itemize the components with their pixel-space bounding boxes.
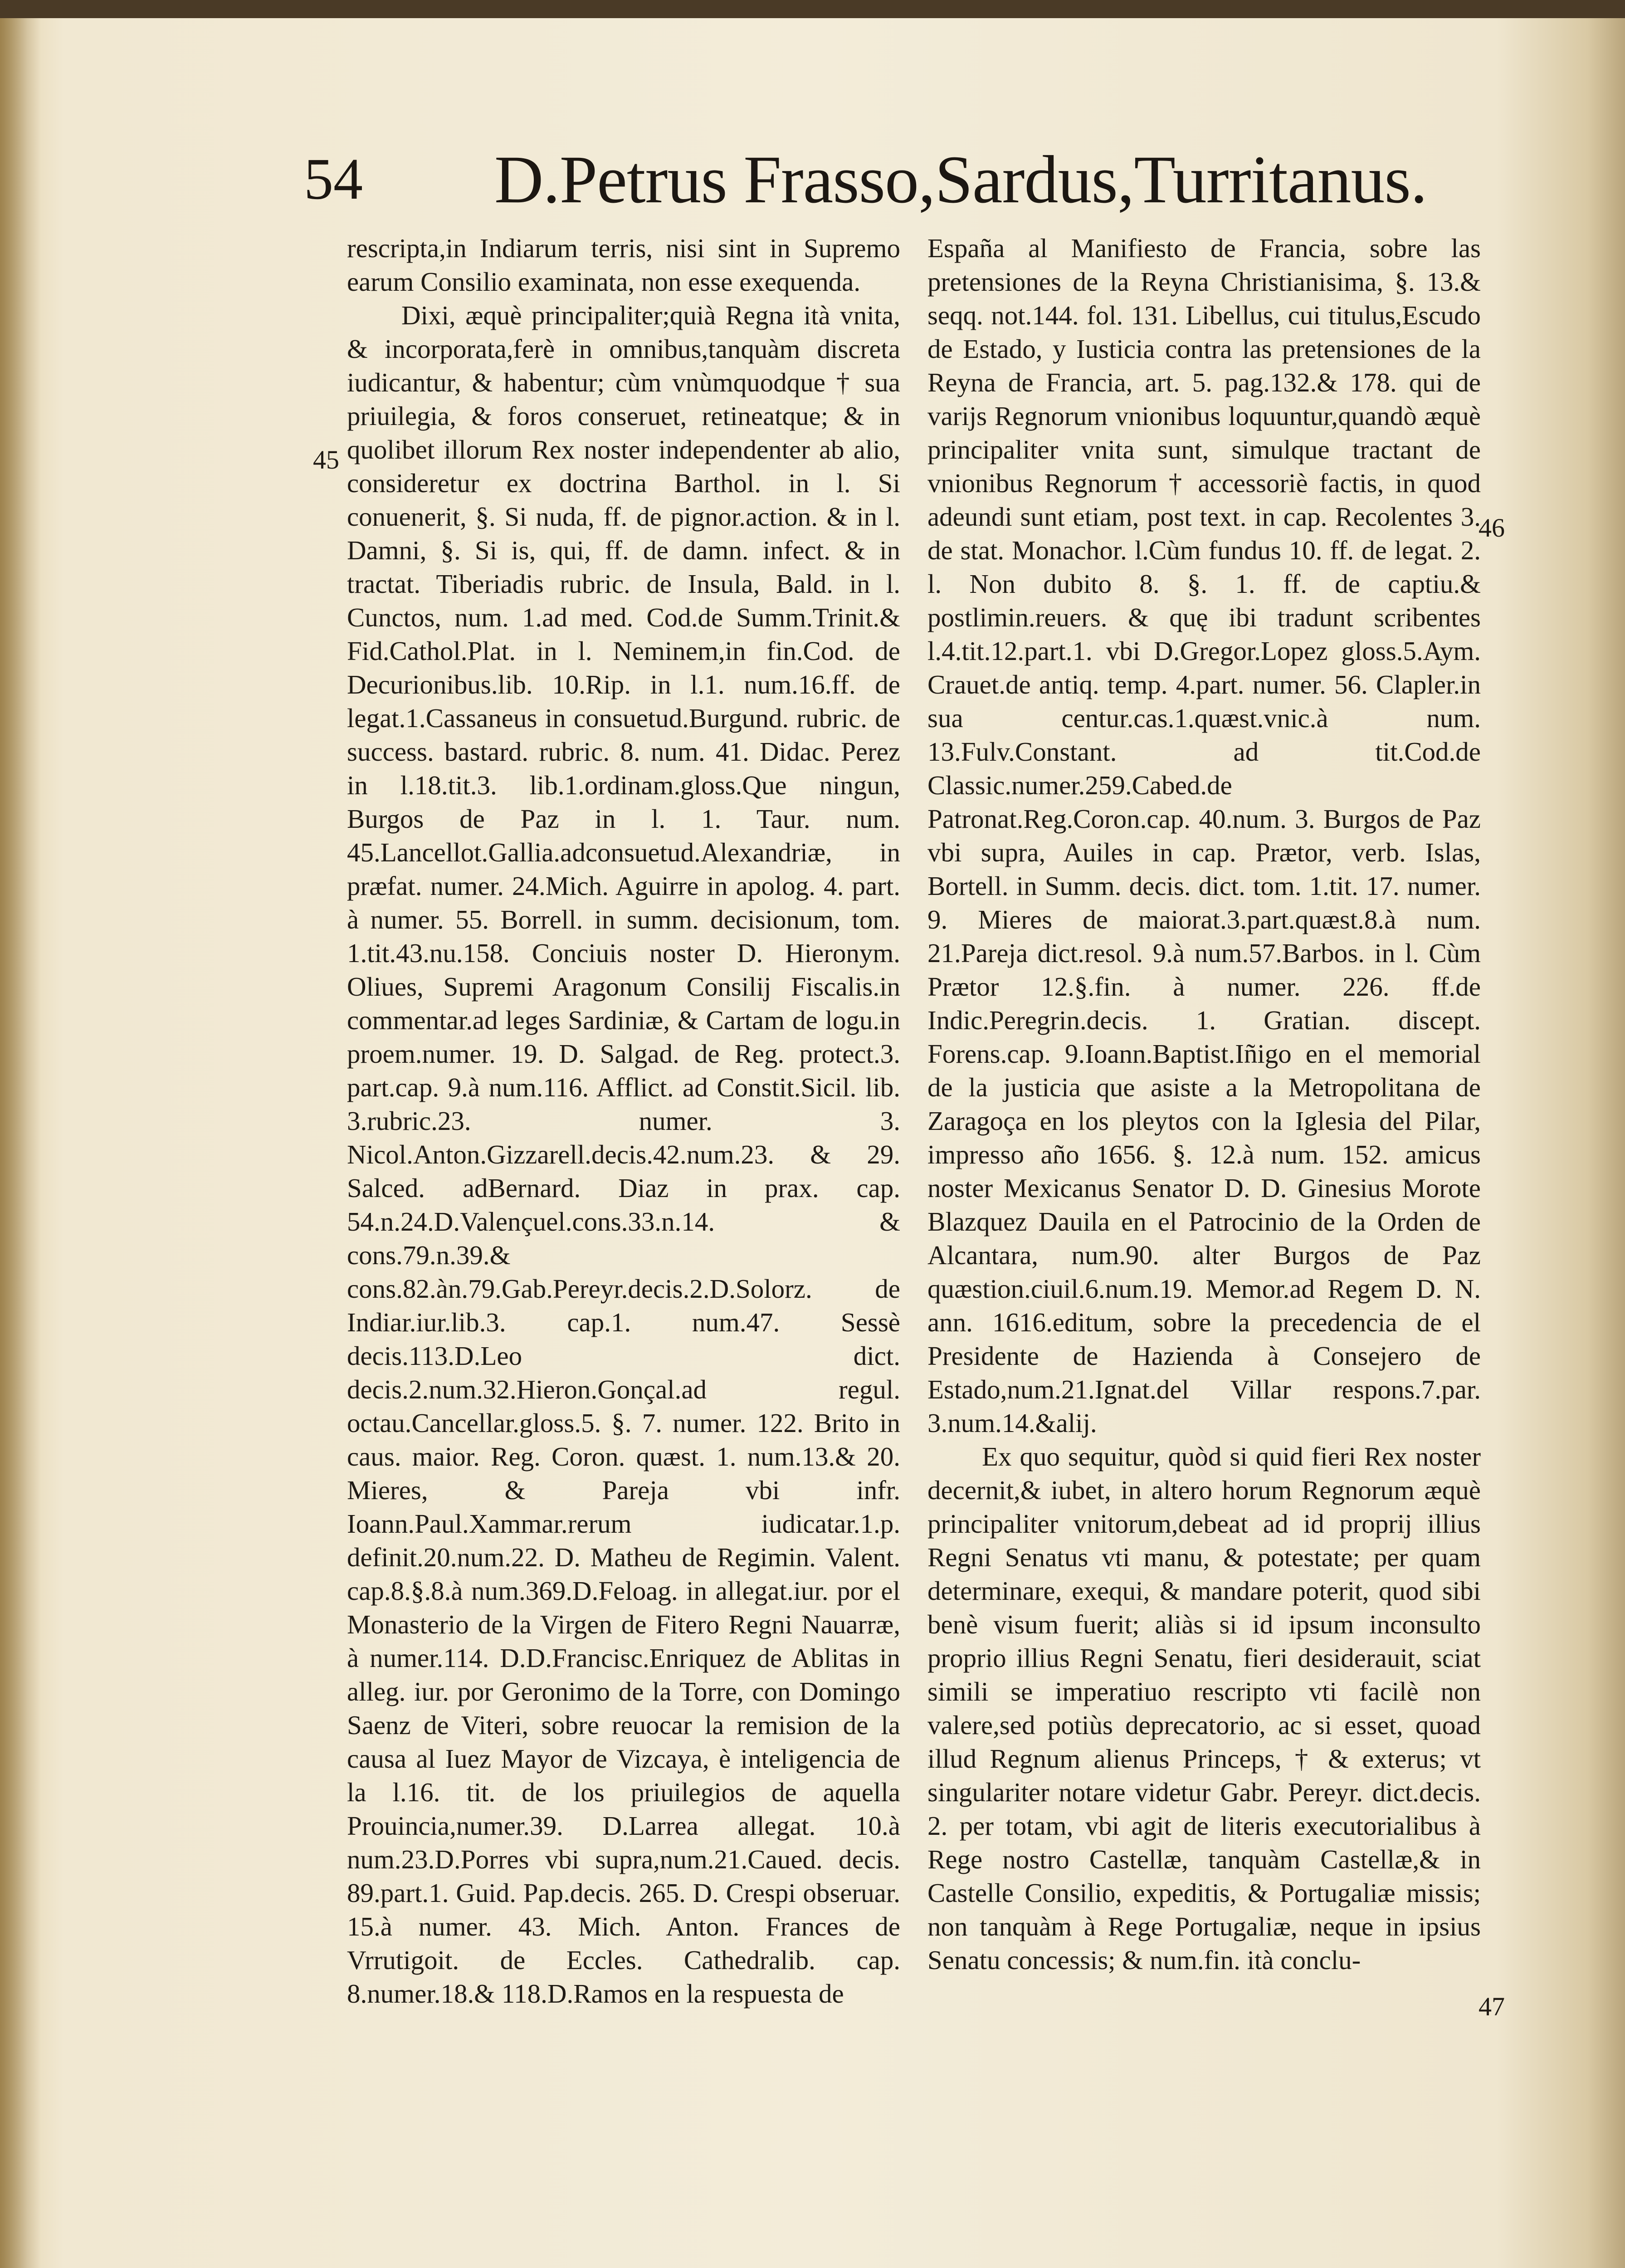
page-number: 54 — [304, 147, 363, 212]
left-column — [347, 231, 900, 2010]
right-paragraph-1: España al Manifiesto de Francia, sobre las pretensiones de la Reyna Christianisima, §. 13.& seqq. not.144. fol. 131. Libellus, cui titulus,Escudo de Estado, y Iusticia contra las pretensiones de la Reyna de Francia, art. 5. pag.132.& 178. qui de varijs Regnorum vnionibus loquuntur,quandò æquè principaliter vnita sunt, simulque tractant de vnionibus Regnorum † accessoriè factis, in quod adeundi sunt etiam, post text. in cap. Recolentes 3. de stat. Monachor. l.Cùm fundus 10. ff. de legat. 2. l. Non dubito 8. §. 1. ff. de captiu.& postlimin.reuers. & quę ibi tradunt scribentes l.4.tit.12.part.1. vbi D.Gregor.Lopez gloss.5.Aym. Crauet.de antiq. temp. 4.part. numer. 56. Clapler.in sua centur.cas.1.quæst.vnic.à num. 13.Fulv.Constant. ad tit.Cod.de Classic.numer.259.Cabed.de Patronat.Reg.Coron.cap. 40.num. 3. Burgos de Paz vbi supra, Auiles in cap. Prætor, verb. Islas, Bortell. in Summ. decis. dict. tom. 1.tit. 17. numer. 9. Mieres de maiorat.3.part.quæst.8.à num. 21.Pareja dict.resol. 9.à num.57.Barbos. in l. Cùm Prætor 12.§.fin. à numer. 226. ff.de Indic.Peregrin.decis. 1. Gratian. discept. Forens.cap. 9.Ioann.Baptist.Iñigo en el memorial de la justicia que asiste a la Metropolitana de Zaragoça en los pleytos con la Iglesia del Pilar, impresso año 1656. §. 12.à num. 152. amicus noster Mexicanus Senator D. D. Ginesius Morote Blazquez Dauila en el Patrocinio de la Orden de Alcantara, num.90. alter Burgos de Paz quæstion.ciuil.6.num.19. Memor.ad Regem D. N. ann. 1616.editum, sobre la precedencia de el Presidente de Hazienda à Consejero de Estado,num.21.Ignat.del Villar respons.7.par. 3.num.14.&alij. — [927, 233, 1481, 1438]
margin-note-47: 47 — [1479, 1992, 1505, 2021]
page-header — [295, 132, 1429, 231]
margin-note-46: 46 — [1479, 513, 1505, 543]
running-head: D.Petrus Frasso,Sardus,Turritanus. — [494, 142, 1427, 217]
left-paragraph-1: rescripta,in Indiarum terris, nisi sint in Supremo earum Consilio examinata, non esse exequenda. — [347, 233, 900, 297]
spine-shadow — [0, 18, 41, 2268]
left-paragraph-2: Dixi, æquè principaliter;quià Regna ità vnita, & incorporata,ferè in omnibus,tanquàm discreta iudicantur, & habentur; cùm vnùmquodque † sua priuilegia, & foros conseruet, retineatque; & in quolibet illorum Rex noster independenter ab alio, consideretur ex doctrina Barthol. in l. Si conuenerit, §. Si nuda, ff. de pignor.action. & in l. Damni, §. Si is, qui, ff. de damn. infect. & in tractat. Tiberiadis rubric. de Insula, Bald. in l. Cunctos, num. 1.ad med. Cod.de Summ.Trinit.& Fid.Cathol.Plat. in l. Neminem,in fin.Cod. de Decurionibus.lib. 10.Rip. in l.1. num.16.ff. de legat.1.Cassaneus in consuetud.Burgund. rubric. de success. bastard. rubric. 8. num. 41. Didac. Perez in l.18.tit.3. lib.1.ordinam.gloss.Que ningun, Burgos de Paz in l. 1. Taur. num. 45.Lancellot.Gallia.adconsuetud.Alexandriæ, in præfat. numer. 24.Mich. Aguirre in apolog. 4. part. à numer. 55. Borrell. in summ. decisionum, tom. 1.tit.43.nu.158. Conciuis noster D. Hieronym. Oliues, Supremi Aragonum Consilij Fiscalis.in commentar.ad leges Sardiniæ, & Cartam de logu.in proem.numer. 19. D. Salgad. de Reg. protect.3. part.cap. 9.à num.116. Afflict. ad Constit.Sicil. lib. 3.rubric.23. numer. 3. Nicol.Anton.Gizzarell.decis.42.num.23. & 29. Salced. adBernard. Diaz in prax. cap. 54.n.24.D.Valençuel.cons.33.n.14. & cons.79.n.39.& cons.82.àn.79.Gab.Pereyr.decis.2.D.Solorz. de Indiar.iur.lib.3. cap.1. num.47. Sessè decis.113.D.Leo dict. decis.2.num.32.Hieron.Gonçal.ad regul. octau.Cancellar.gloss.5. §. 7. numer. 122. Brito in caus. maior. Reg. Coron. quæst. 1. num.13.& 20. Mieres, & Pareja vbi infr. Ioann.Paul.Xammar.rerum iudicatar.1.p. definit.20.num.22. D. Matheu de Regimin. Valent. cap.8.§.8.à num.369.D.Feloag. in allegat.iur. por el Monasterio de la Virgen de Fitero Regni Nauarræ, à numer.114. D.D.Francisc.Enriquez de Ablitas in alleg. iur. por Geronimo de la Torre, con Domingo Saenz de Viteri, sobre reuocar la remision de la causa al Iuez Mayor de Vizcaya, è inteligencia de la l.16. tit. de los priuilegios de aquella Prouincia,numer.39. D.Larrea allegat. 10.à num.23.D.Porres vbi supra,num.21.Caued. decis. 89.part.1. Guid. Pap.decis. 265. D. Crespi obseruar. 15.à numer. 43. Mich. Anton. Frances de Vrrutigoit. de Eccles. Cathedralib. cap. 8.numer.18.& 118.D.Ramos en la respuesta de — [347, 300, 900, 2009]
margin-note-45: 45 — [313, 445, 339, 474]
right-column — [927, 231, 1481, 1977]
right-paragraph-2: Ex quo sequitur, quòd si quid fieri Rex noster decernit,& iubet, in altero horum Regnorum æquè principaliter vnitorum,debeat ad id proprij illius Regni Senatus vti manu, & potestate; per quam determinare, exequi, & mandare poterit, quod sibi benè visum fuerit; aliàs si id ipsum inconsulto proprio illius Regni Senatu, fieri desiderauit, sciat simili se imperatiuo rescripto vti facilè non valere,sed potiùs deprecatorio, ac si esset, quoad illud Regnum alienus Princeps, † & exterus; vt singulariter notare videtur Gabr. Pereyr. dict.decis. 2. per totam, vbi agit de literis executorialibus à Rege nostro Castellæ, tanquàm Castellæ,& in Castelle Consilio, expeditis, & Portugaliæ missis; non tanquàm à Rege Portugaliæ, neque in ipsius Senatu concessis; & num.fin. ità conclu- — [927, 1442, 1481, 1975]
book-page — [0, 18, 1625, 2268]
